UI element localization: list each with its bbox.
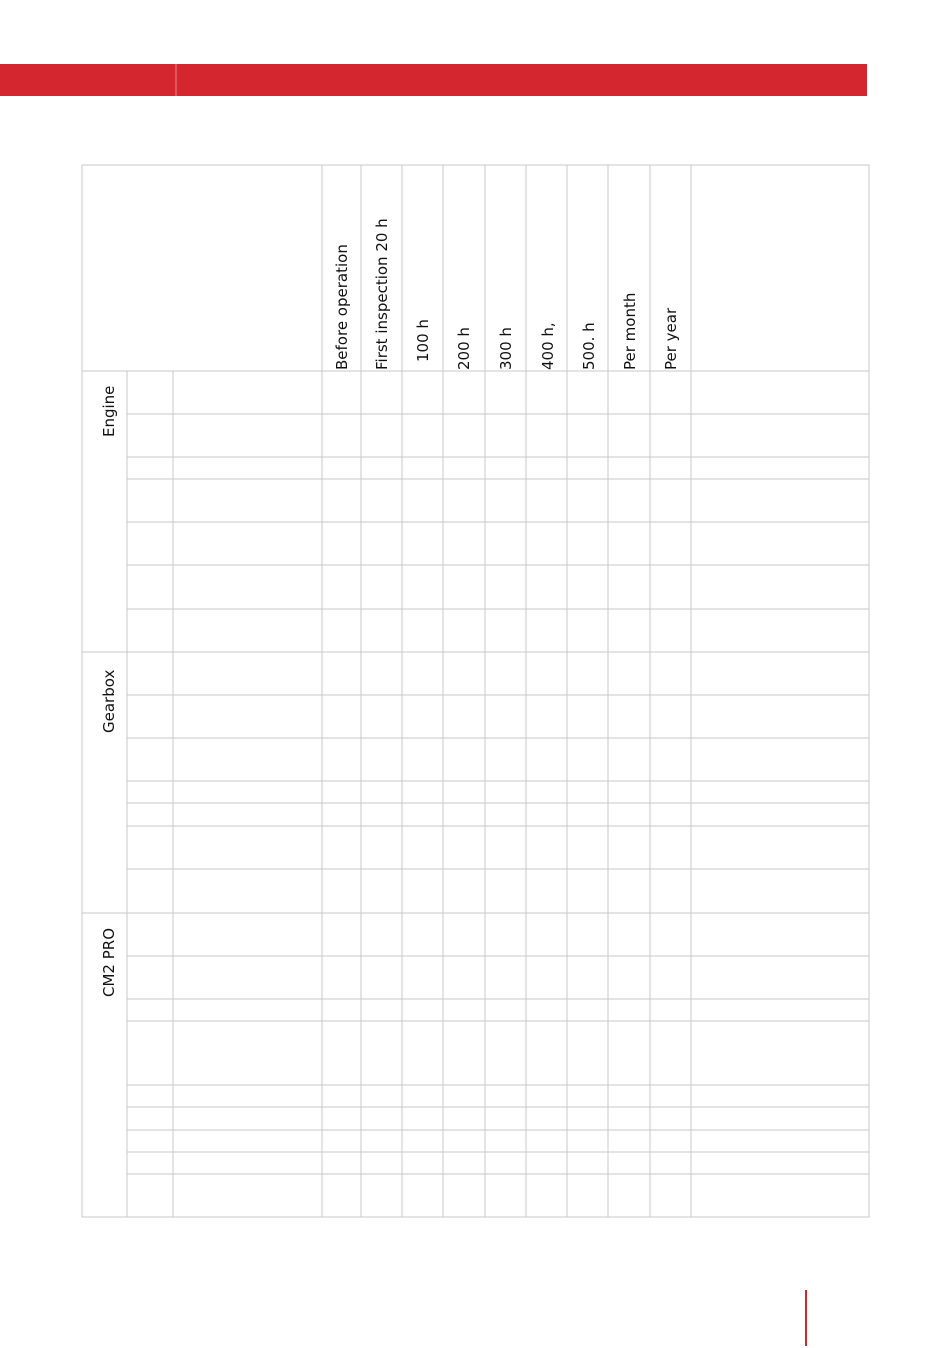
col-header-500h: 500. h xyxy=(580,322,598,370)
table-grid-lines xyxy=(82,165,869,1217)
col-header-before-operation: Before operation xyxy=(333,244,351,370)
col-header-first-inspection: First inspection 20 h xyxy=(373,218,391,370)
section-label-gearbox: Gearbox xyxy=(100,669,118,733)
col-header-300h: 300 h xyxy=(497,327,515,370)
col-header-per-month: Per month xyxy=(621,292,639,370)
page-footer-accent-line xyxy=(805,1290,807,1346)
col-header-400h: 400 h, xyxy=(539,322,557,370)
section-label-cm2-pro: CM2 PRO xyxy=(100,927,118,997)
col-header-100h: 100 h xyxy=(414,319,432,362)
col-header-per-year: Per year xyxy=(662,307,680,370)
table-frame xyxy=(82,165,869,1217)
col-header-200h: 200 h xyxy=(455,327,473,370)
section-label-engine: Engine xyxy=(100,385,118,437)
